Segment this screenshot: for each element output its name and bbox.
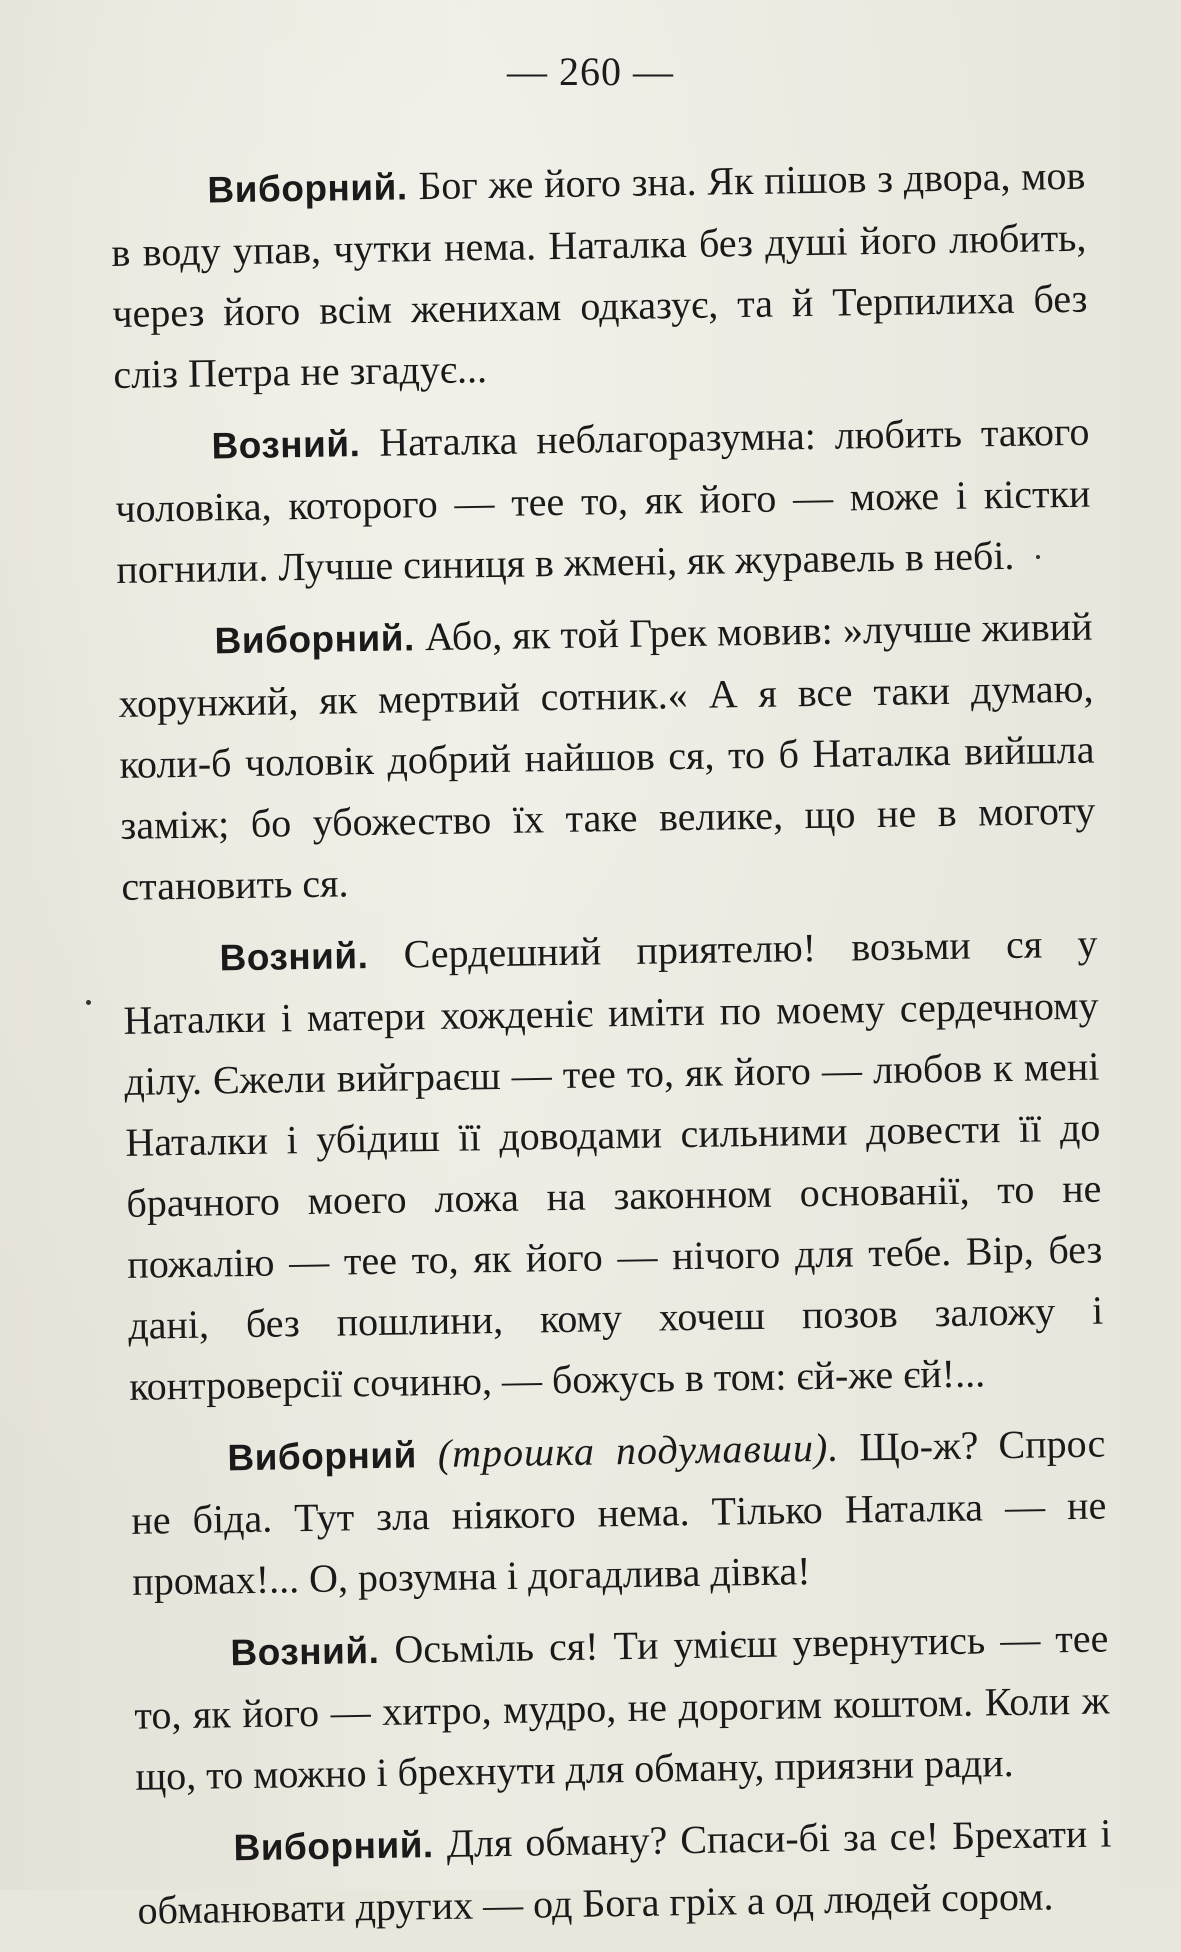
speaker-name: Виборний.: [207, 166, 408, 211]
dialogue-text: Наталка неблагоразумна: любить такого чоловіка, которого — тее то, як його — може і кістки погнили. Лучше синиця в жмені, як журавель в небі.: [115, 408, 1091, 592]
speaker-name: Возний.: [211, 423, 361, 467]
dialogue-paragraph: [114, 401, 1092, 600]
speaker-name: Виборний: [227, 1434, 418, 1479]
speaker-name: Виборний.: [233, 1824, 434, 1869]
dialogue-text: Для обману? Спаси-бі за се! Брехати і обманювати других — од Бога гріх а од людей сором.: [137, 1810, 1112, 1933]
speaker-name: Виборний.: [214, 617, 416, 662]
page-number: — 260 —: [507, 49, 674, 94]
dialogue-text: Сердешний приятелю! возьми ся у Наталки і матери хожденіє иміти по моему сердечному ділу. Єжели вийграєш — тее то, як його — любов к мені Наталки і убідиш її доводами сильними довести її до брачного моего ложа на законном основанії, то не пожалію — тее то, як його — нічого для тебе. Вір, без дані, без пошлини, кому хочеш позов заложу і контроверсії сочиню, — божусь в том: єй-же єй!...: [123, 920, 1104, 1409]
dialogue-text: Осьміль ся! Ти умієш увернутись — тее то, як його — хитро, мудро, не дорогим коштом. Коли ж що, то можно і брехнути для обману, приязни ради.: [134, 1615, 1110, 1799]
dialogue-text: Або, як той Грек мовив: »лучше живий хорунжий, як мертвий сотник.« А я все таки думаю, коли-б чоловік добрий найшов ся, то б Наталка вийшла заміж; бо убожество їх таке велике, що не в моготу становить ся.: [118, 603, 1096, 909]
dialogue-paragraph: [117, 596, 1097, 917]
dialogue-paragraph: [122, 913, 1105, 1417]
play-text: [110, 145, 1113, 1952]
dialogue-text: Що-ж? Спрос не біда. Тут зла ніякого нема. Тілько Наталка — не промах!... О, розумна і догадлива дівка!: [131, 1420, 1107, 1604]
print-speck: [86, 1000, 91, 1005]
speaker-name: Возний.: [230, 1629, 380, 1674]
dialogue-paragraph: [136, 1802, 1113, 1940]
speaker-name: Возний.: [219, 935, 369, 979]
dialogue-text: Бог же його зна. Як пішов з двора, мов в воду упав, чутки нема. Наталка без душі його любить, через його всім женихам одказує, та й Терпилиха без сліз Петра не згадує...: [111, 152, 1088, 397]
stage-direction: (трошка подумавши).: [416, 1424, 840, 1477]
print-speck: [1036, 555, 1040, 559]
dialogue-paragraph: [133, 1608, 1111, 1807]
dialogue-paragraph: [130, 1413, 1108, 1612]
dialogue-paragraph: [110, 145, 1089, 405]
